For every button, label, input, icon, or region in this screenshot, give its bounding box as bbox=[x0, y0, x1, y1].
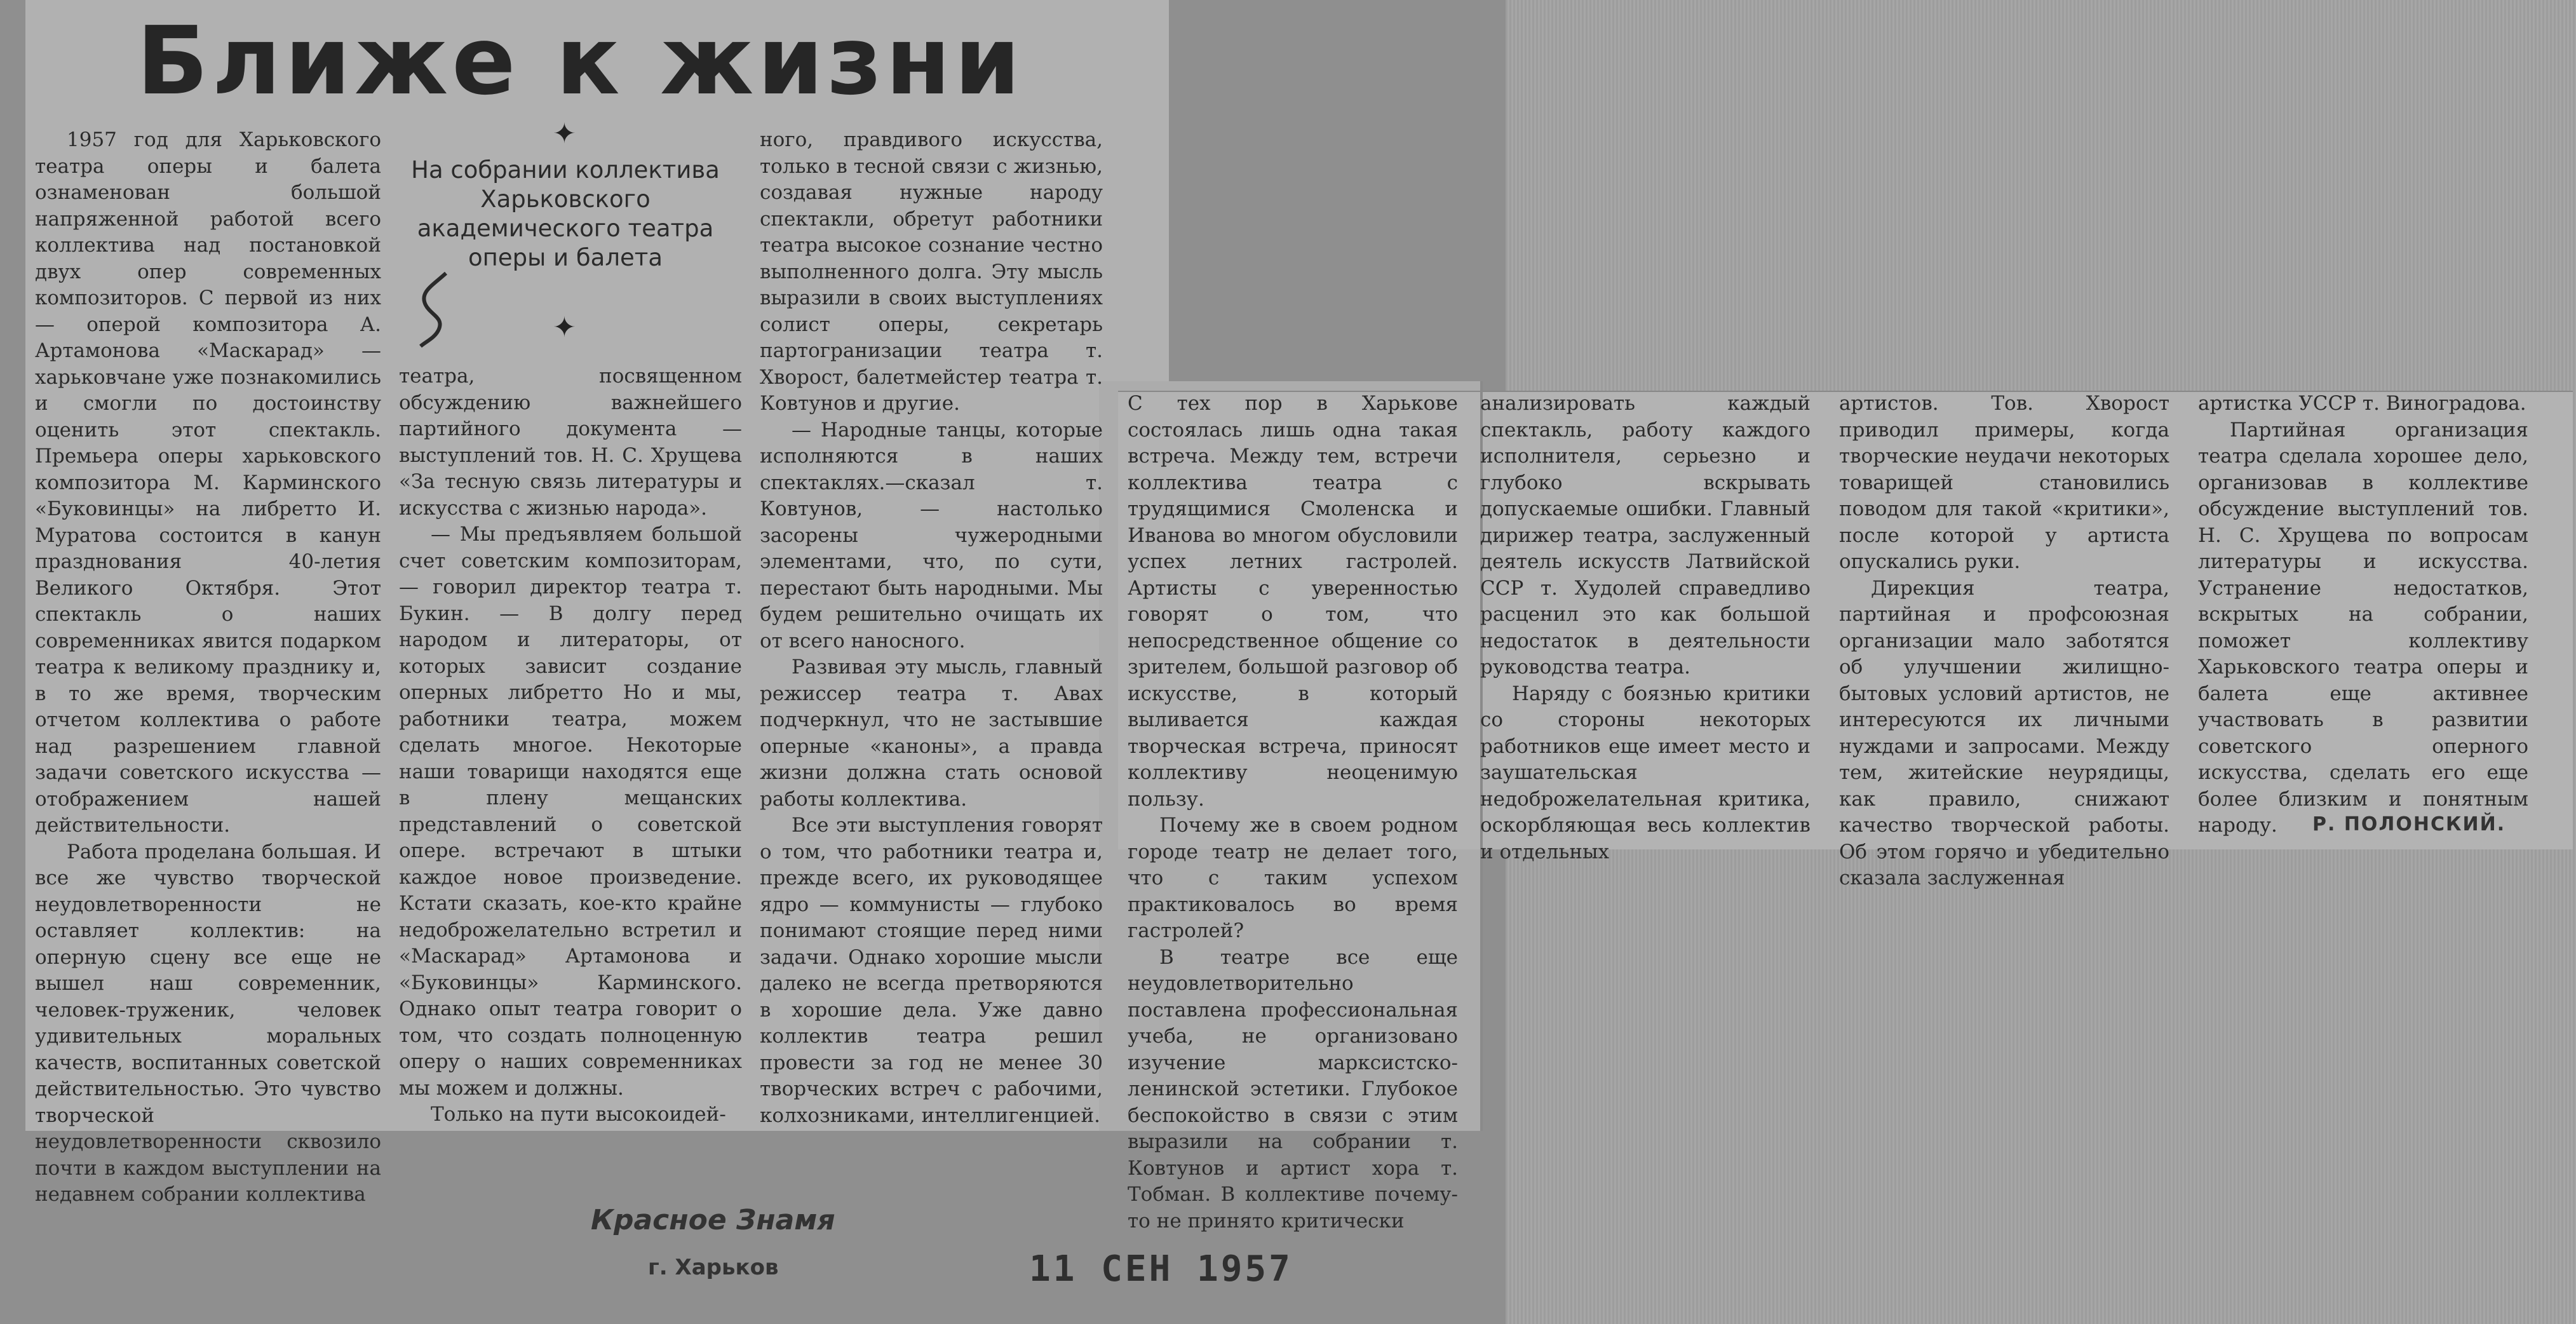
author-signature: Р. ПОЛОНСКИЙ. bbox=[2312, 813, 2506, 835]
article-column-7 bbox=[2198, 391, 2528, 839]
newspaper-name-stamp: Красное Знамя bbox=[591, 1204, 835, 1236]
paragraph: Работа проделана большая. И все же чувство творческой неудовлетворенности не оставляет коллектив: на оперную сцену все еще не вышел наш современник, человек-труженик, человек удивительных моральных качеств, воспитанных советской действительностью. Это чувство творческой неудовлетворенности сквозило почти в каждом выступлении на недавнем собрании коллектива bbox=[35, 840, 381, 1206]
article-subhead: На собрании коллектива Харьковского академического театра оперы и балета bbox=[411, 156, 720, 271]
paragraph: Все эти выступления говорят о том, что работники театра и, прежде всего, их руководящее ядро — коммунисты — глубоко понимают стоящие перед ними задачи. Однако хорошие мысли далеко не всегда претворяются в хорошие дела. Уже давно коллектив театра решил провести за год не менее 30 творческих встреч с рабочими, колхозниками, интеллигенцией. bbox=[760, 814, 1103, 1127]
paragraph: Почему же в своем родном городе театр не делает того, что с таким успехом практиковалось во время гастролей? bbox=[1128, 814, 1458, 942]
ornament-star-top: ✦ bbox=[553, 118, 576, 150]
article-column-2 bbox=[399, 363, 742, 1128]
paragraph: С тех пор в Харькове состоялась лишь одна такая встреча. Между тем, встречи коллектива театра с трудящимися Смоленска и Иванова во многом обусловили успех летних гастролей. Артисты с уверенностью говорят о том, что непосредственное общение со зрителем, большой разговор об искусстве, в который выливается каждая творческая встреча, приносят коллективу неоценимую пользу. bbox=[1128, 392, 1458, 811]
paragraph: артистов. Тов. Хворост приводил примеры, когда творческие неудачи некоторых товарищей становились поводом для такой «критики», после которой у артиста опускались руки. bbox=[1839, 392, 2169, 573]
paragraph: Наряду с боязнью критики со стороны некоторых работников еще имеет место и заушательская недоброжелательная критика, оскорбляющая весь коллектив и отдельных bbox=[1480, 682, 1811, 863]
ornament-star-bottom: ✦ bbox=[553, 311, 576, 344]
paragraph: В театре все еще неудовлетворительно поставлена профессиональная учеба, не организовано изучение марксистско-ленинской эстетики. Глубокое беспокойство в связи с этим выразили на собрании т. Ковтунов и артист хора т. Тобман. В коллективе почему-то не принято критически bbox=[1128, 945, 1458, 1233]
paragraph: анализировать каждый спектакль, работу каждого исполнителя, серьезно и глубоко вскрывать допускаемые ошибки. Главный дирижер театра, заслуженный деятель искусств Латвийской ССР т. Худолей справедливо расценил это как большой недостаток в деятельности руководства театра. bbox=[1480, 392, 1811, 679]
article-headline: Ближе к жизни bbox=[137, 6, 1024, 116]
article-column-6 bbox=[1839, 391, 2169, 892]
paragraph: Дирекция театра, партийная и профсоюзная организации мало заботятся об улучшении жилищно-бытовых условий артистов, не интересуются их личными нуждами и запросами. Между тем, житейские неурядицы, как правило, снижают качество творческой работы. Об этом горячо и убедительно сказала заслуженная bbox=[1839, 576, 2169, 889]
paragraph: Партийная организация театра сделала хорошее дело, организовав в коллективе обсуждение выступлений тов. Н. С. Хрущева по вопросам литературы и искусства. Устранение недостатков, вскрытых на собрании, поможет коллективу Харьковского театра оперы и балета еще активнее участвовать в развитии советского оперного искусства, сделать его еще более близким и понятным народу. bbox=[2198, 418, 2528, 837]
article-column-1 bbox=[35, 127, 381, 1208]
paragraph: — Народные танцы, которые исполняются в наших спектаклях.—сказал т. Ковтунов, — настолько засорены чужеродными элементами, что, по сути, перестают быть народными. Мы будем решительно очищать их от всего наносного. bbox=[760, 418, 1103, 652]
newspaper-city-stamp: г. Харьков bbox=[648, 1255, 779, 1280]
article-column-3 bbox=[760, 127, 1103, 1129]
paragraph: 1957 год для Харьковского театра оперы и балета ознаменован большой напряженной работой всего коллектива над постановкой двух опер современных композиторов. С первой из них — оперой композитора А. Артамонова «Маскарад» — харьковчане уже познакомились и смогли по достоинству оценить этот спектакль. Премьера оперы харьковского композитора М. Карминского «Буковинцы» на либретто И. Муратова состоится в канун празднования 40-летия Великого Октября. Этот спектакль о наших современниках явится подарком театра к великому празднику и, в то же время, творческим отчетом коллектива о работе над разрешением главной задачи советского искусства — отображением нашей действительности. bbox=[35, 128, 381, 837]
paragraph: театра, посвященном обсуждению важнейшего партийного документа — выступлений тов. Н. С. Хрущева «За тесную связь литературы и искусства с жизнью народа». bbox=[399, 365, 742, 520]
paragraph: Только на пути высокоидей- bbox=[431, 1103, 726, 1126]
paragraph: Развивая эту мысль, главный режиссер театра т. Авах подчеркнул, что не застывшие оперные «каноны», а правда жизни должна стать основой работы коллектива. bbox=[760, 656, 1103, 811]
ornament-squiggle bbox=[413, 267, 457, 349]
date-stamp: 11 СЕН 1957 bbox=[1029, 1248, 1293, 1290]
paragraph: артистка УССР т. Виноградова. bbox=[2198, 392, 2526, 415]
paragraph: — Мы предъявляем большой счет советским композиторам, — говорил директор театра т. Букин. — В долгу перед народом и литераторы, от которых зависит создание оперных либретто Но и мы, работники театра, можем сделать многое. Некоторые наши товарищи находятся еще в плену мещанских представлений о советской опере. встречают в штыки каждое новое произведение. Кстати сказать, кое-кто крайне недоброжелательно встретил и «Маскарад» Артамонова и «Буковинцы» Карминского. Однако опыт театра говорит о том, что создать полноценную оперу о наших современниках мы можем и должны. bbox=[399, 523, 742, 1100]
article-column-4 bbox=[1128, 391, 1458, 1234]
paragraph: ного, правдивого искусства, только в тесной связи с жизнью, создавая нужные народу спектакли, обретут работники театра высокое сознание честно выполненного долга. Эту мысль выразили в своих выступлениях солист оперы, секретарь партогранизации театра т. Хворост, балетмейстер театра т. Ковтунов и другие. bbox=[760, 128, 1103, 415]
article-column-5 bbox=[1480, 391, 1811, 865]
